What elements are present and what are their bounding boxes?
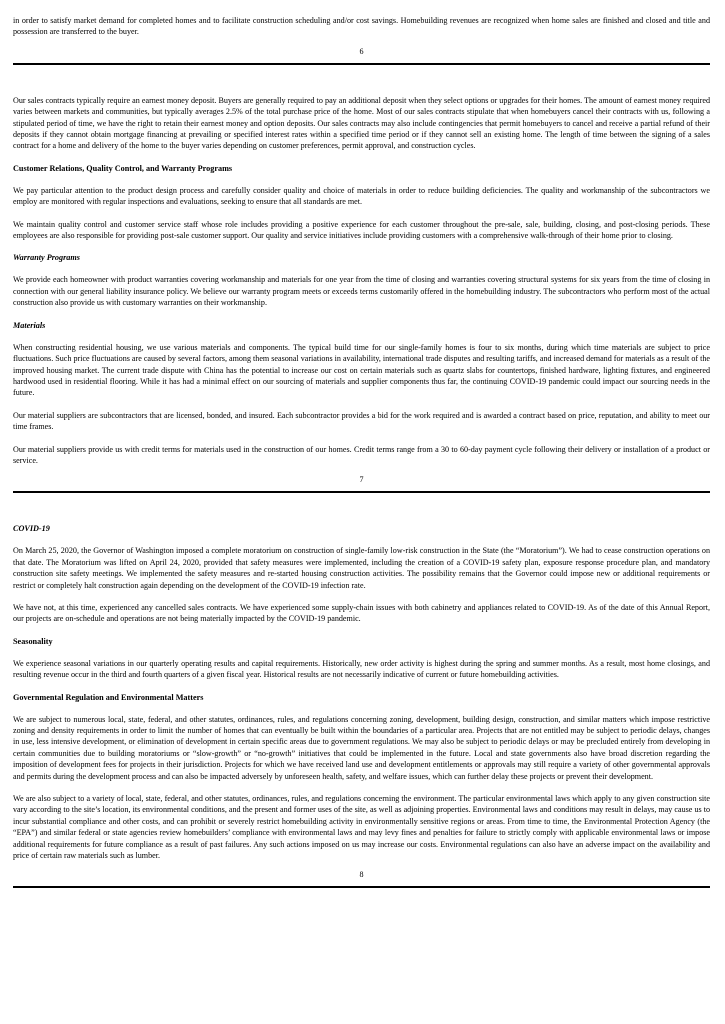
paragraph-materials-2: Our material suppliers are subcontractors that are licensed, bonded, and insured. Each subcontractor provides a bid for the work required and is awarded a contract based on price, reputation, and ability to meet our time frames. <box>13 410 710 432</box>
paragraph-customer-relations-2: We maintain quality control and customer service staff whose role includes providing a positive experience for each customer throughout the pre-sale, sale, building, closing, and post-closing periods. These employees are also responsible for providing post-sale customer support. Our quality and service initiatives include providing customers with a comprehensive walk-through of their home prior to closing. <box>13 219 710 241</box>
heading-seasonality: Seasonality <box>13 636 53 646</box>
page-number-8: 8 <box>359 870 364 880</box>
paragraph-top-fragment: in order to satisfy market demand for completed homes and to facilitate construction scheduling and/or cost savings. Homebuilding revenues are recognized when home sales are finished and closed and title and possession are transferred to the buyer. <box>13 16 710 37</box>
paragraph-regulation-2: We are also subject to a variety of local, state, federal, and other statutes, ordinances, rules, and regulations concerning the environment. The particular environmental laws which apply to any given construction site vary according to the site’s location, its environmental conditions, and the present and former uses of the site, as well as adjoining properties. Environmental laws and conditions may result in delays, may cause us to incur substantial compliance and other costs, and can prohibit or severely restrict homebuilding activity in environmentally sensitive regions or areas. From time to time, the Environmental Protection Agency (the “EPA”) and similar federal or state agencies review homebuilders’ compliance with environmental laws and may levy fines and penalties for failure to strictly comply with applicable environmental laws or impose additional requirements for future compliance as a result of past failures. Any such actions imposed on us may increase our costs. Environmental regulations can also have an adverse impact on the availability and price of certain raw materials such as lumber. <box>13 794 710 861</box>
heading-materials: Materials <box>13 320 46 330</box>
heading-customer-relations: Customer Relations, Quality Control, and Warranty Programs <box>13 163 233 173</box>
paragraph-seasonality: We experience seasonal variations in our quarterly operating results and capital requirements. Historically, new order activity is highest during the spring and summer months. As a result, most home closings, and resulting revenue occur in the third and fourth quarters of a given fiscal year. Historical results are not necessarily indicative of current or future homebuilding activities. <box>13 658 710 680</box>
paragraph-sales-contracts: Our sales contracts typically require an earnest money deposit. Buyers are generally required to pay an additional deposit when they select options or upgrades for their homes. The amount of earnest money required varies between markets and communities, but typically averages 2.5% of the total purchase price of the home. Most of our sales contracts stipulate that when homebuyers cancel their contracts with us, following a stipulated period of time, we have the right to retain their earnest money and option deposits. Our sales contracts may also include contingencies that permit homebuyers to cancel and receive a partial refund of their deposits if they cannot obtain mortgage financing at prevailing or specified interest rates within a specified time period or if they cannot sell an existing home. The length of time between the signing of a sales contract for a home and delivery of the home to the buyer varies depending on customer preferences, permit approval, and construction cycles. <box>13 95 710 151</box>
page-separator <box>13 886 710 888</box>
heading-governmental-regulation: Governmental Regulation and Environmental Matters <box>13 692 204 702</box>
heading-warranty-programs: Warranty Programs <box>13 253 80 263</box>
paragraph-materials-3: Our material suppliers provide us with credit terms for materials used in the construction of our homes. Credit terms range from a 30 to 60-day payment cycle following their delivery or installation of a product or service. <box>13 444 710 465</box>
paragraph-warranty: We provide each homeowner with product warranties covering workmanship and materials for one year from the time of closing and warranties covering structural systems for six years from the time of closing in connection with our general liability insurance policy. We believe our warranty program meets or exceeds terms customarily offered in the homebuilding industry. The subcontractors who perform most of the actual construction also provide us with customary warranties on their workmanship. <box>13 275 710 308</box>
paragraph-customer-relations-1: We pay particular attention to the product design process and carefully consider quality and choice of materials in order to reduce building deficiencies. The quality and workmanship of the subcontractors we employ are monitored with regular inspections and evaluations, seeking to ensure that all standards are met. <box>13 185 710 207</box>
paragraph-materials-1: When constructing residential housing, we use various materials and components. The typical build time for our single-family homes is four to six months, during which time materials are subject to price fluctuations. Such price fluctuations are caused by several factors, among them seasonal variations in availability, international trade disputes and resulting tariffs, and increased demand for materials as a result of the improved housing market. The current trade dispute with China has the potential to increase our cost on certain materials such as quartz slabs for countertops, finished hardware, lighting fixtures, and engineered hardwood used in residential flooring. While it has had a minimal effect on our sourcing of materials and supplier components thus far, the continuing COVID-19 pandemic could impact our sourcing needs in the future. <box>13 342 710 398</box>
heading-covid-19: COVID-19 <box>13 524 50 534</box>
page-number-7: 7 <box>359 475 364 485</box>
paragraph-covid-1: On March 25, 2020, the Governor of Washington imposed a complete moratorium on construction of single-family low-risk construction in the State (the “Moratorium”). We had to cease construction operations on that date. The Moratorium was lifted on April 24, 2020, provided that safety measures were implemented, including the creation of a COVID-19 safety plan, exposure response procedure plan, and mandatory construction site safety meetings. We implemented the safety measures and re-started housing construction activities. The possibility remains that the Governor could impose new or additional requirements or restrict or completely halt construction again depending on the development of the COVID-19 infection rate. <box>13 546 710 590</box>
paragraph-covid-2: We have not, at this time, experienced any cancelled sales contracts. We have experienced some supply-chain issues with both cabinetry and appliances related to COVID-19. As of the date of this Annual Report, our projects are on-schedule and operations are not being materially impacted by the COVID-19 pandemic. <box>13 602 710 624</box>
paragraph-regulation-1: We are subject to numerous local, state, federal, and other statutes, ordinances, rules, and regulations concerning zoning, development, building design, construction, and similar matters which impose restrictive zoning and density requirements in order to limit the number of homes that can eventually be built within the boundaries of a particular area. Projects that are not entitled may be subject to periodic delays, changes in use, less intensive development, or elimination of development in certain specific areas due to government regulations. We may also be subject to periodic delays or may be precluded entirely from developing in certain communities due to building moratoriums or “slow-growth” or “no-growth” initiatives that could be implemented in the future. Local and state governments also have broad discretion regarding the imposition of development fees for projects in their jurisdiction. Projects for which we have received land use and development entitlements or approvals may still require a variety of other governmental approvals and permits during the development process and can also be impacted adversely by unforeseen health, safety, and welfare issues, which can further delay these projects or prevent their development. <box>13 714 710 781</box>
document <box>13 8 710 888</box>
page-number-6: 6 <box>359 46 364 56</box>
